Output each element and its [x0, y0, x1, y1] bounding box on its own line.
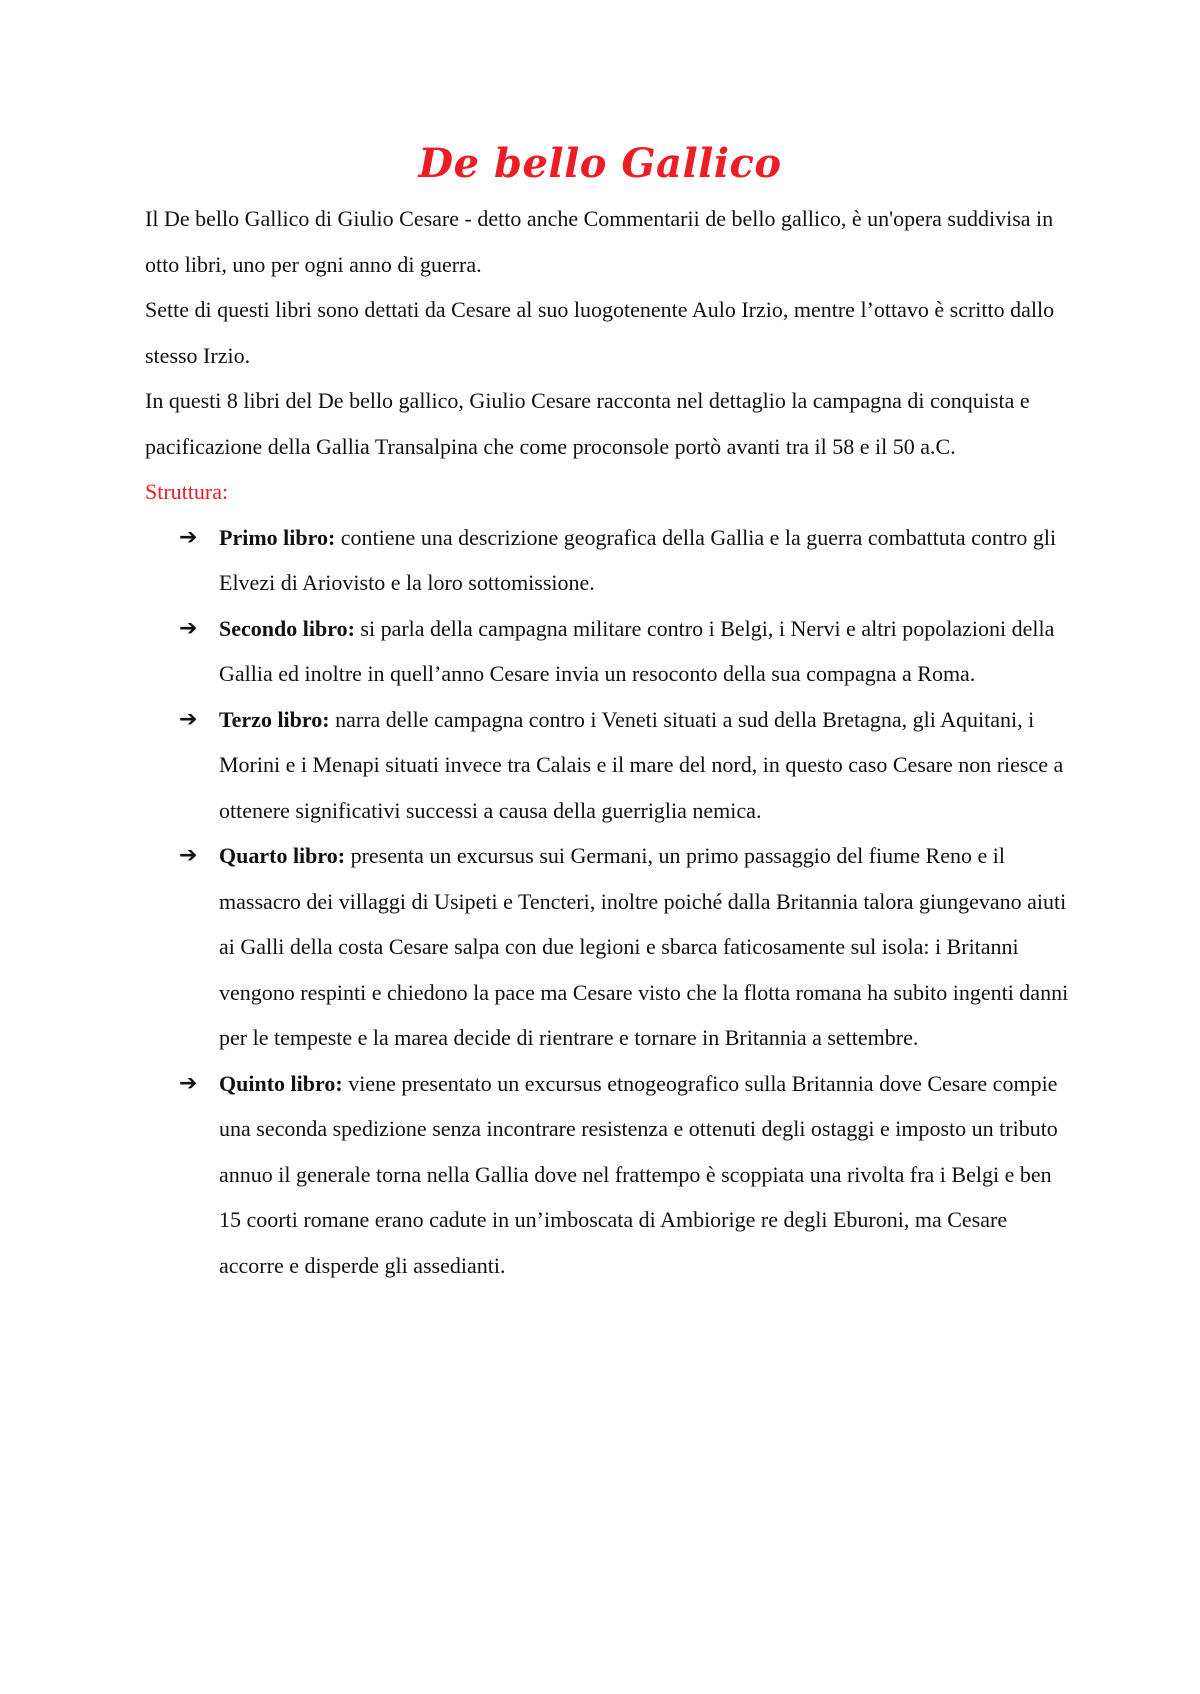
list-item-book-3	[145, 697, 1075, 834]
book-description: viene presentato un excursus etnogeografico sulla Britannia dove Cesare compie una seconda spedizione senza incontrare resistenza e ottenuti degli ostaggi e imposto un tributo annuo il generale torna nella Gallia dove nel frattempo è scoppiata una rivolta fra i Belgi e ben 15 coorti romane erano cadute in un’imboscata di Ambiorige re degli Eburoni, ma Cesare accorre e disperde gli assedianti.	[219, 1070, 1058, 1278]
intro-paragraph-1: Il De bello Gallico di Giulio Cesare - detto anche Commentarii de bello gallico, è un'opera suddivisa in otto libri, uno per ogni anno di guerra.	[145, 206, 1054, 277]
right-arrow-icon: ➔	[179, 843, 198, 868]
book-description: si parla della campagna militare contro i Belgi, i Nervi e altri popolazioni della Gallia ed inoltre in quell’anno Cesare invia un resoconto della sua compagna a Roma.	[219, 615, 1055, 686]
list-item-book-1	[145, 515, 1075, 606]
list-item-book-4	[145, 833, 1075, 1061]
intro-paragraph-2: Sette di questi libri sono dettati da Cesare al suo luogotenente Aulo Irzio, mentre l’ottavo è scritto dallo stesso Irzio.	[145, 297, 1055, 368]
book-name: Terzo libro:	[219, 706, 330, 732]
book-name: Secondo libro:	[219, 615, 355, 641]
book-description: presenta un excursus sui Germani, un primo passaggio del fiume Reno e il massacro dei villaggi di Usipeti e Tencteri, inoltre poiché dalla Britannia talora giungevano aiuti ai Galli della costa Cesare salpa con due legioni e sbarca faticosamente sul isola: i Britanni vengono respinti e chiedono la pace ma Cesare visto che la flotta romana ha subito ingenti danni per le tempeste e la marea decide di rientrare e tornare in Britannia a settembre.	[219, 843, 1069, 1050]
list-item-book-2	[145, 606, 1075, 697]
book-description: narra delle campagna contro i Veneti situati a sud della Bretagna, gli Aquitani, i Morini e i Menapi situati invece tra Calais e il mare del nord, in questo caso Cesare non riesce a ottenere significativi successi a causa della guerriglia nemica.	[219, 706, 1064, 823]
book-description: contiene una descrizione geografica della Gallia e la guerra combattuta contro gli Elvezi di Ariovisto e la loro sottomissione.	[219, 524, 1057, 595]
book-name: Primo libro:	[219, 524, 336, 550]
list-item-book-5	[145, 1061, 1075, 1289]
intro-paragraph-3: In questi 8 libri del De bello gallico, Giulio Cesare racconta nel dettaglio la campagna di conquista e pacificazione della Gallia Transalpina che come proconsole portò avanti tra il 58 e il 50 a.C.	[145, 388, 1030, 459]
book-name: Quinto libro:	[219, 1070, 343, 1096]
right-arrow-icon: ➔	[179, 524, 198, 550]
section-label-struttura: Struttura:	[145, 479, 229, 504]
page-title: De bello Gallico	[418, 140, 782, 187]
right-arrow-icon: ➔	[179, 706, 198, 732]
books-list	[145, 515, 1075, 1289]
document-body	[145, 196, 1075, 1288]
right-arrow-icon: ➔	[179, 1070, 198, 1096]
right-arrow-icon: ➔	[179, 615, 198, 641]
book-name: Quarto libro:	[219, 843, 346, 868]
